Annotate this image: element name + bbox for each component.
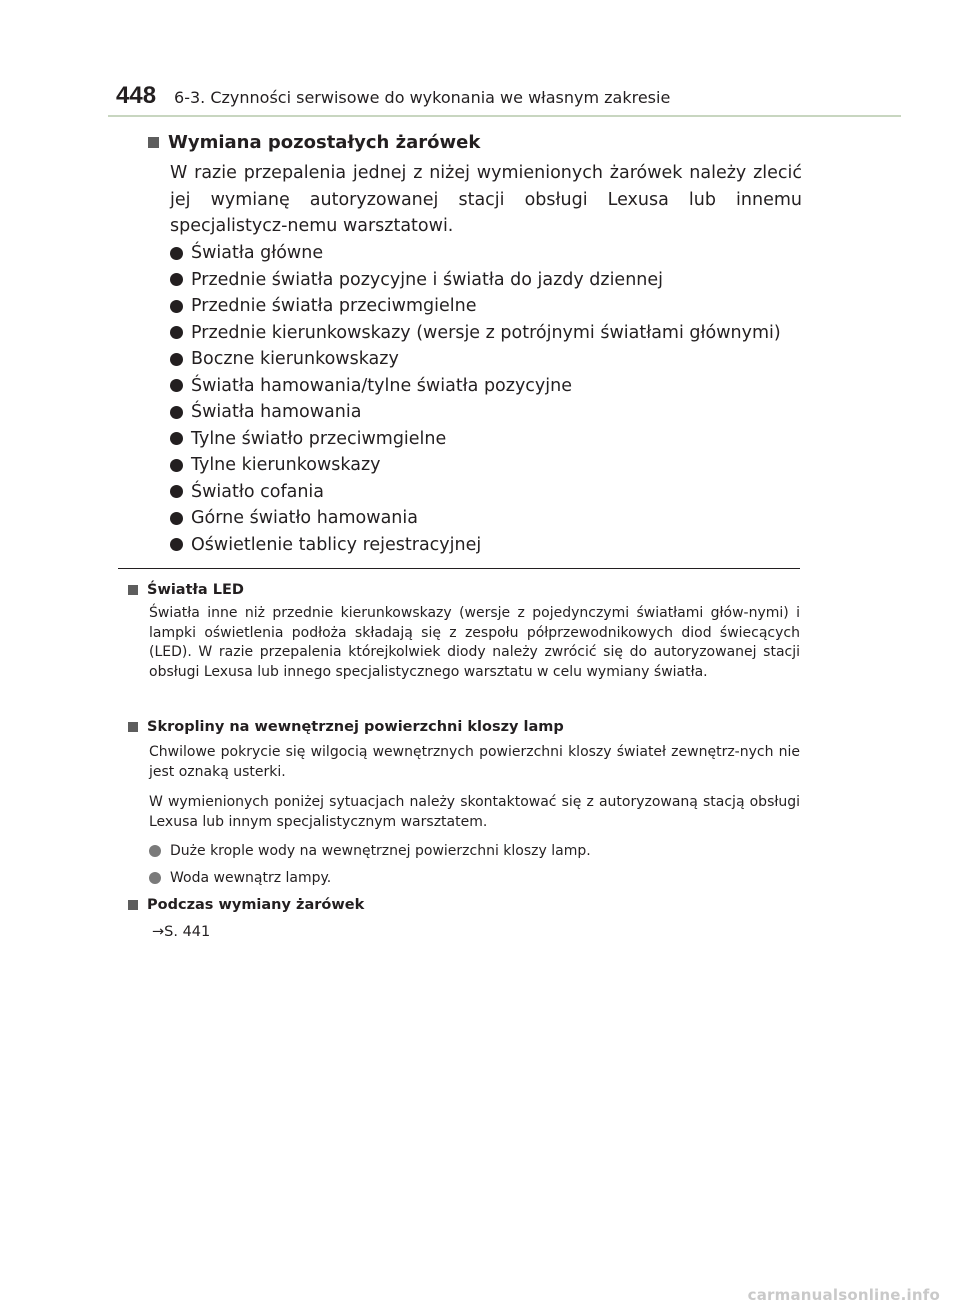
list-item-text: Przednie kierunkowskazy (wersje z potrójnymi światłami głównymi) [191, 322, 781, 343]
list-item [170, 426, 781, 453]
list-item-text: Duże krople wody na wewnętrznej powierzchni kloszy lamp. [170, 843, 591, 859]
note-heading-text: Podczas wymiany żarówek [147, 897, 365, 913]
main-heading [148, 132, 480, 153]
bullet-dot-icon [170, 485, 183, 498]
bullet-dot-icon [170, 432, 183, 445]
note-heading-text: Światła LED [147, 582, 244, 598]
list-item [170, 346, 781, 373]
list-item-text: Woda wewnątrz lampy. [170, 870, 332, 886]
bulb-list [170, 240, 781, 558]
bullet-dot-icon [170, 353, 183, 366]
section-title: 6-3. Czynności serwisowe do wykonania we własnym zakresie [174, 88, 671, 107]
page-number: 448 [116, 82, 157, 109]
page-reference-link[interactable]: →S. 441 [152, 924, 211, 940]
note-heading-replacing [128, 897, 364, 913]
note-heading-led [128, 582, 244, 598]
square-bullet-icon [128, 900, 138, 910]
bullet-dot-icon [170, 459, 183, 472]
note-heading-condensation [128, 719, 564, 735]
note-body-led: Światła inne niż przednie kierunkowskazy (wersje z pojedynczymi światłami głów-nymi) i lampki oświetlenia podłoża składają się z zespołu półprzewodnikowych diod świecących (LED). W razie przepalenia którejkolwiek diody należy zwrócić się do autoryzowanej stacji obsługi Lexusa lub innego specjalistycznego warsztatu w celu wymiany światła. [149, 605, 800, 681]
bullet-dot-icon [170, 247, 183, 260]
list-item-text: Tylne światło przeciwmgielne [191, 428, 447, 449]
square-bullet-icon [148, 137, 159, 148]
list-item [149, 870, 331, 886]
list-item-text: Oświetlenie tablicy rejestracyjnej [191, 534, 482, 555]
bullet-dot-icon [170, 326, 183, 339]
bullet-dot-icon [149, 845, 161, 857]
list-item-text: Światła hamowania [191, 402, 362, 423]
list-item [170, 399, 781, 426]
list-item [170, 452, 781, 479]
note-heading-text: Skropliny na wewnętrznej powierzchni kloszy lamp [147, 719, 564, 735]
main-heading-text: Wymiana pozostałych żarówek [168, 132, 481, 153]
list-item-text: Boczne kierunkowskazy [191, 349, 399, 370]
list-item-text: Przednie światła przeciwmgielne [191, 296, 477, 317]
bullet-dot-icon [149, 872, 161, 884]
list-item-text: Światła główne [191, 243, 324, 264]
bullet-dot-icon [170, 512, 183, 525]
main-intro-paragraph: W razie przepalenia jednej z niżej wymienionych żarówek należy zlecić jej wymianę autoryzowanej stacji obsługi Lexusa lub innemu specjalistycz-nemu warsztatowi. [170, 163, 802, 236]
square-bullet-icon [128, 585, 138, 595]
footer-watermark: carmanualsonline.info [747, 1286, 940, 1304]
list-item [149, 843, 591, 859]
bullet-dot-icon [170, 273, 183, 286]
page-header [116, 82, 670, 110]
note-body-condensation-2: W wymienionych poniżej sytuacjach należy skontaktować się z autoryzowaną stacją obsługi Lexusa lub innym specjalistycznym warsztatem. [149, 794, 800, 830]
list-item [170, 532, 781, 559]
list-item [170, 240, 781, 267]
list-item [170, 293, 781, 320]
bullet-dot-icon [170, 300, 183, 313]
list-item-text: Światła hamowania/tylne światła pozycyjne [191, 375, 573, 396]
list-item [170, 373, 781, 400]
list-item [170, 267, 781, 294]
list-item-text: Górne światło hamowania [191, 508, 418, 529]
list-item-text: Światło cofania [191, 481, 325, 502]
bullet-dot-icon [170, 406, 183, 419]
list-item-text: Przednie światła pozycyjne i światła do jazdy dziennej [191, 269, 664, 290]
list-item [170, 320, 781, 347]
bullet-dot-icon [170, 379, 183, 392]
notes-divider [118, 568, 800, 569]
bullet-dot-icon [170, 538, 183, 551]
header-divider [108, 115, 901, 117]
square-bullet-icon [128, 722, 138, 732]
list-item-text: Tylne kierunkowskazy [191, 455, 381, 476]
note-body-condensation-1: Chwilowe pokrycie się wilgocią wewnętrznych powierzchni kloszy świateł zewnętrz-nych nie jest oznaką usterki. [149, 744, 800, 780]
list-item [170, 505, 781, 532]
list-item [170, 479, 781, 506]
